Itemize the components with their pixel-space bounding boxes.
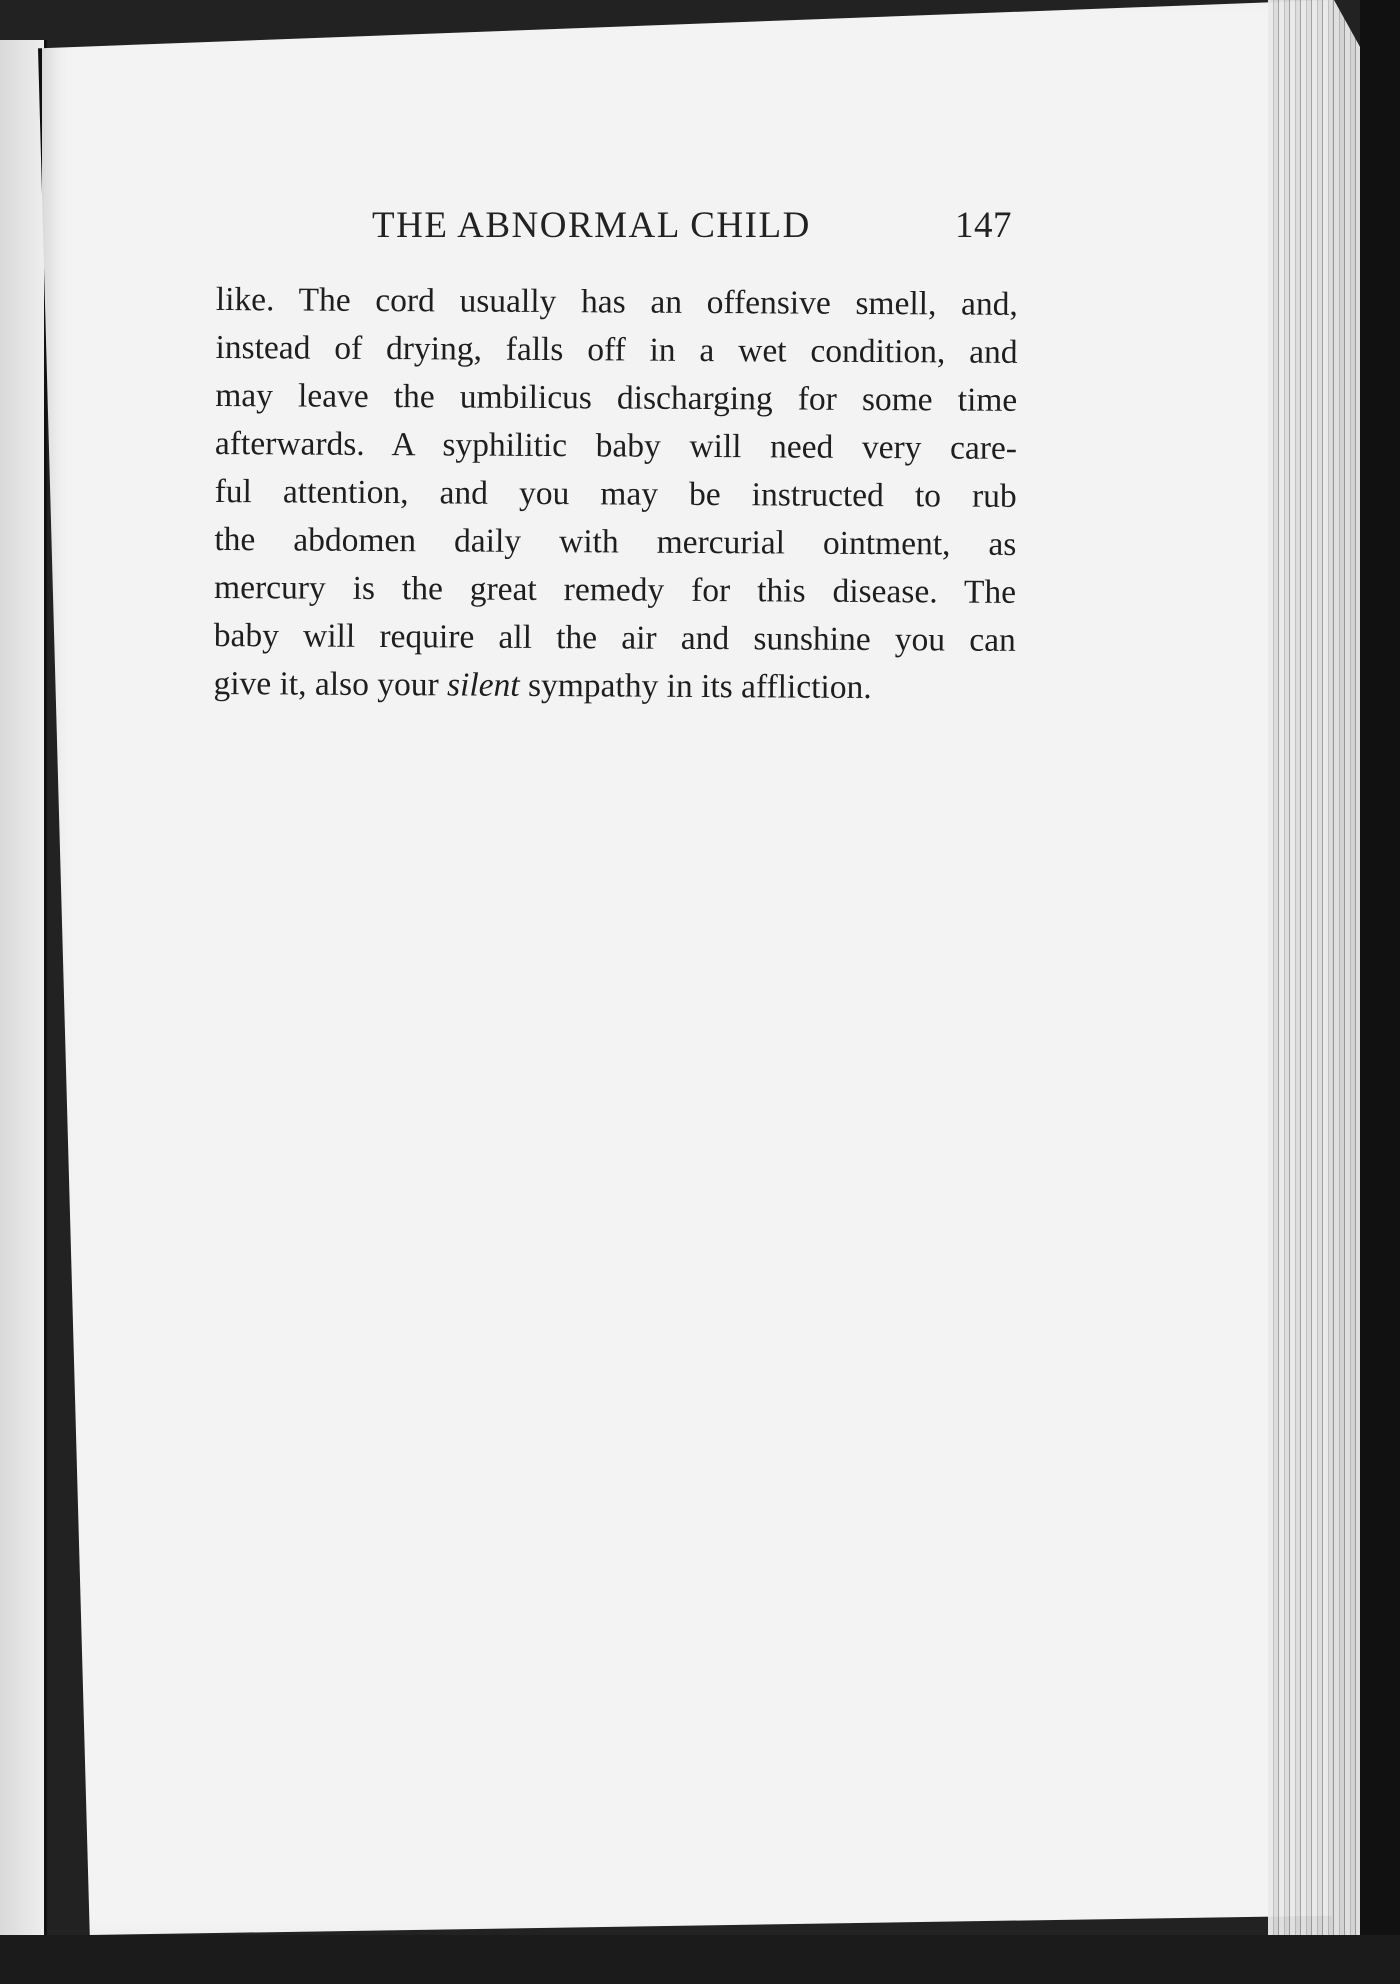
page-number: 147 [955, 205, 1012, 246]
text-fragment: give it, also your [213, 664, 448, 704]
text-line: baby will require all the air and sunshine you can [213, 616, 1016, 659]
running-head [372, 204, 1012, 260]
text-line: the abdomen daily with mercurial ointment, as [214, 520, 1017, 563]
body-paragraph [213, 276, 1018, 713]
text-line: instead of drying, falls off in a wet condition, and [215, 328, 1018, 371]
text-line-last [213, 660, 1015, 713]
previous-page-edge [0, 40, 47, 1950]
text-line: may leave the umbilicus discharging for some time [215, 376, 1018, 419]
text-fragment: sympathy in its affliction. [519, 666, 872, 707]
scan-background [0, 1935, 1400, 1984]
book-cover-edge [1360, 0, 1400, 1984]
emphasized-word: silent [446, 666, 520, 704]
text-line: mercury is the great remedy for this disease. The [213, 568, 1017, 611]
running-head-title: THE ABNORMAL CHILD [372, 205, 811, 246]
text-line: like. The cord usually has an offensive smell, and, [215, 280, 1018, 323]
text-line: ful attention, and you may be instructed to rub [214, 472, 1017, 515]
text-line: afterwards. A syphilitic baby will need very care- [214, 424, 1018, 467]
